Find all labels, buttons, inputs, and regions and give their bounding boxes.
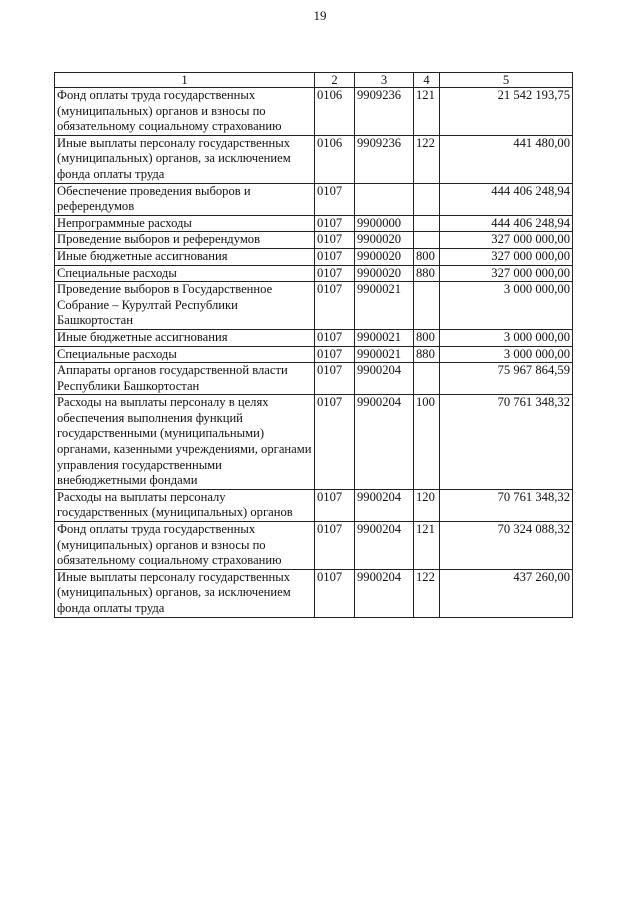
cell-expense-type: 121 (414, 88, 440, 136)
cell-target-article: 9900204 (355, 522, 414, 570)
table-row (55, 215, 573, 232)
cell-section: 0107 (315, 522, 355, 570)
cell-target-article: 9900021 (355, 329, 414, 346)
cell-section: 0107 (315, 215, 355, 232)
cell-section: 0107 (315, 329, 355, 346)
cell-expense-type (414, 282, 440, 330)
cell-target-article: 9900000 (355, 215, 414, 232)
cell-target-article: 9909236 (355, 135, 414, 183)
header-col-5: 5 (440, 73, 573, 88)
cell-name: Иные выплаты персоналу государственных (муниципальных) органов, за исключением фонда оплаты труда (55, 569, 315, 617)
cell-target-article: 9909236 (355, 88, 414, 136)
cell-name: Фонд оплаты труда государственных (муниципальных) органов и взносы по обязательному социальному страхованию (55, 88, 315, 136)
cell-expense-type: 800 (414, 248, 440, 265)
cell-expense-type (414, 363, 440, 395)
cell-amount: 3 000 000,00 (440, 282, 573, 330)
table-row (55, 282, 573, 330)
cell-section: 0107 (315, 569, 355, 617)
cell-name: Расходы на выплаты персоналу государственных (муниципальных) органов (55, 489, 315, 521)
cell-section: 0107 (315, 232, 355, 249)
page-number: 19 (313, 8, 327, 23)
cell-target-article: 9900021 (355, 346, 414, 363)
cell-name: Проведение выборов в Государственное Собрание – Курултай Республики Башкортостан (55, 282, 315, 330)
cell-name: Фонд оплаты труда государственных (муниципальных) органов и взносы по обязательному социальному страхованию (55, 522, 315, 570)
cell-expense-type: 122 (414, 135, 440, 183)
table-row (55, 489, 573, 521)
cell-target-article: 9900020 (355, 232, 414, 249)
cell-amount: 70 761 348,32 (440, 489, 573, 521)
cell-amount: 3 000 000,00 (440, 346, 573, 363)
cell-name: Иные бюджетные ассигнования (55, 329, 315, 346)
header-row (55, 73, 573, 88)
cell-name: Расходы на выплаты персоналу в целях обеспечения выполнения функций государственными (муниципальными) органами, казенными учреждениями, органами управления государственными внебюджетными фондами (55, 395, 315, 490)
cell-expense-type (414, 232, 440, 249)
cell-expense-type: 800 (414, 329, 440, 346)
cell-name: Специальные расходы (55, 265, 315, 282)
table-row (55, 232, 573, 249)
cell-section: 0106 (315, 135, 355, 183)
cell-amount: 70 761 348,32 (440, 395, 573, 490)
table-row (55, 265, 573, 282)
cell-expense-type: 122 (414, 569, 440, 617)
cell-section: 0106 (315, 88, 355, 136)
header-col-1: 1 (55, 73, 315, 88)
cell-target-article: 9900204 (355, 363, 414, 395)
cell-amount: 444 406 248,94 (440, 183, 573, 215)
header-col-2: 2 (315, 73, 355, 88)
table-row (55, 522, 573, 570)
cell-amount: 21 542 193,75 (440, 88, 573, 136)
table-row (55, 183, 573, 215)
cell-name: Непрограммные расходы (55, 215, 315, 232)
cell-section: 0107 (315, 489, 355, 521)
cell-expense-type: 121 (414, 522, 440, 570)
cell-expense-type: 120 (414, 489, 440, 521)
header-col-3: 3 (355, 73, 414, 88)
cell-expense-type: 880 (414, 346, 440, 363)
table-row (55, 346, 573, 363)
cell-name: Иные бюджетные ассигнования (55, 248, 315, 265)
cell-name: Иные выплаты персоналу государственных (муниципальных) органов, за исключением фонда оплаты труда (55, 135, 315, 183)
cell-expense-type: 880 (414, 265, 440, 282)
cell-amount: 441 480,00 (440, 135, 573, 183)
cell-target-article: 9900020 (355, 265, 414, 282)
cell-name: Аппараты органов государственной власти Республики Башкортостан (55, 363, 315, 395)
cell-section: 0107 (315, 346, 355, 363)
header-col-4: 4 (414, 73, 440, 88)
cell-target-article: 9900020 (355, 248, 414, 265)
cell-amount: 70 324 088,32 (440, 522, 573, 570)
cell-section: 0107 (315, 395, 355, 490)
table-row (55, 363, 573, 395)
cell-amount: 327 000 000,00 (440, 265, 573, 282)
cell-target-article: 9900204 (355, 569, 414, 617)
cell-section: 0107 (315, 282, 355, 330)
cell-name: Обеспечение проведения выборов и референдумов (55, 183, 315, 215)
cell-amount: 437 260,00 (440, 569, 573, 617)
cell-target-article: 9900021 (355, 282, 414, 330)
cell-amount: 327 000 000,00 (440, 248, 573, 265)
cell-amount: 327 000 000,00 (440, 232, 573, 249)
cell-expense-type: 100 (414, 395, 440, 490)
table-body (55, 88, 573, 618)
cell-name: Проведение выборов и референдумов (55, 232, 315, 249)
budget-table-container (54, 72, 572, 618)
cell-amount: 444 406 248,94 (440, 215, 573, 232)
table-row (55, 248, 573, 265)
cell-section: 0107 (315, 363, 355, 395)
cell-target-article: 9900204 (355, 395, 414, 490)
table-row (55, 569, 573, 617)
cell-name: Специальные расходы (55, 346, 315, 363)
cell-section: 0107 (315, 183, 355, 215)
table-row (55, 329, 573, 346)
table-row (55, 135, 573, 183)
cell-section: 0107 (315, 265, 355, 282)
table-header (55, 73, 573, 88)
cell-target-article (355, 183, 414, 215)
budget-table (54, 72, 573, 618)
cell-target-article: 9900204 (355, 489, 414, 521)
cell-expense-type (414, 215, 440, 232)
table-row (55, 395, 573, 490)
cell-expense-type (414, 183, 440, 215)
cell-amount: 3 000 000,00 (440, 329, 573, 346)
cell-amount: 75 967 864,59 (440, 363, 573, 395)
cell-section: 0107 (315, 248, 355, 265)
table-row (55, 88, 573, 136)
